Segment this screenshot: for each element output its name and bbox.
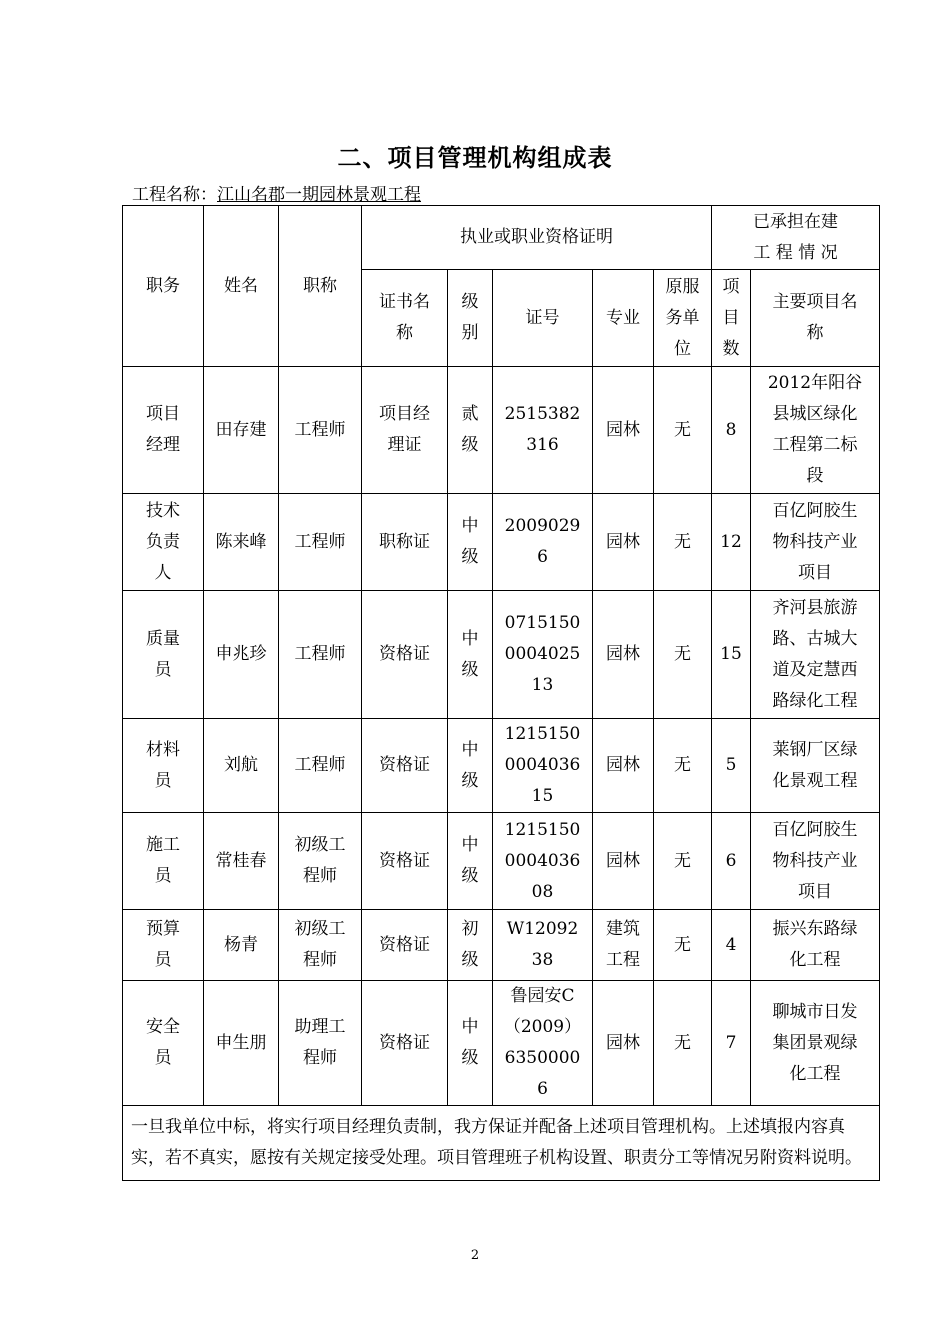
cell-title: 工程师 (279, 367, 362, 494)
cell-title: 工程师 (279, 719, 362, 813)
cell-cert-name: 资格证 (362, 910, 448, 981)
project-line (132, 180, 421, 205)
header-cert-no: 证号 (493, 270, 593, 367)
page-number: 2 (470, 1248, 480, 1263)
cell-level: 中级 (448, 813, 493, 910)
cell-name: 申生朋 (204, 981, 279, 1106)
cell-count: 12 (712, 494, 751, 591)
cell-count: 6 (712, 813, 751, 910)
cell-name: 陈来峰 (204, 494, 279, 591)
cell-cert-name: 资格证 (362, 719, 448, 813)
cell-name: 刘航 (204, 719, 279, 813)
cell-level: 贰级 (448, 367, 493, 494)
cell-title: 工程师 (279, 591, 362, 719)
header-projects-group: 已承担在建 工 程 情 况 (712, 206, 880, 270)
commitment-note: 一旦我单位中标，将实行项目经理负责制，我方保证并配备上述项目管理机构。上述填报内容真实，若不真实，愿按有关规定接受处理。项目管理班子机构设置、职责分工等情况另附资料说明。 (123, 1106, 880, 1181)
cell-main-projects: 莱钢厂区绿化景观工程 (751, 719, 880, 813)
cell-title: 助理工程师 (279, 981, 362, 1106)
cell-major: 园林 (593, 591, 654, 719)
cell-main-projects: 百亿阿胶生物科技产业项目 (751, 494, 880, 591)
cell-position: 预算员 (123, 910, 204, 981)
cell-count: 15 (712, 591, 751, 719)
cell-name: 申兆珍 (204, 591, 279, 719)
cell-cert-no: W1209238 (493, 910, 593, 981)
table-row (123, 367, 880, 494)
cell-title: 初级工程师 (279, 910, 362, 981)
cell-cert-name: 项目经理证 (362, 367, 448, 494)
header-name: 姓名 (204, 206, 279, 367)
cell-former-unit: 无 (654, 367, 712, 494)
cell-cert-name: 职称证 (362, 494, 448, 591)
cell-level: 中级 (448, 591, 493, 719)
cell-level: 初级 (448, 910, 493, 981)
project-name: 江山名郡一期园林景观工程 (217, 185, 421, 205)
cell-former-unit: 无 (654, 813, 712, 910)
header-major: 专业 (593, 270, 654, 367)
table-row (123, 813, 880, 910)
cell-title: 初级工程师 (279, 813, 362, 910)
cell-count: 5 (712, 719, 751, 813)
cell-main-projects: 聊城市日发集团景观绿化工程 (751, 981, 880, 1106)
cell-level: 中级 (448, 981, 493, 1106)
cell-position: 质量员 (123, 591, 204, 719)
header-main-projects: 主要项目名称 (751, 270, 880, 367)
cell-level: 中级 (448, 494, 493, 591)
header-title: 职称 (279, 206, 362, 367)
header-cert-name: 证书名称 (362, 270, 448, 367)
cell-name: 杨青 (204, 910, 279, 981)
table-row (123, 910, 880, 981)
cell-cert-name: 资格证 (362, 981, 448, 1106)
cell-cert-no: 20090296 (493, 494, 593, 591)
organization-table (122, 205, 880, 1181)
cell-name: 常桂春 (204, 813, 279, 910)
project-label: 工程名称： (132, 185, 217, 205)
table-row (123, 494, 880, 591)
cell-cert-name: 资格证 (362, 813, 448, 910)
cell-count: 8 (712, 367, 751, 494)
cell-main-projects: 百亿阿胶生物科技产业项目 (751, 813, 880, 910)
cell-major: 园林 (593, 494, 654, 591)
cell-cert-no: 0715150000402513 (493, 591, 593, 719)
table-row (123, 591, 880, 719)
cell-level: 中级 (448, 719, 493, 813)
header-position: 职务 (123, 206, 204, 367)
header-count: 项目数 (712, 270, 751, 367)
cell-major: 园林 (593, 367, 654, 494)
cell-major: 园林 (593, 981, 654, 1106)
cell-former-unit: 无 (654, 494, 712, 591)
cell-position: 技术负责人 (123, 494, 204, 591)
cell-position: 材料员 (123, 719, 204, 813)
cell-name: 田存建 (204, 367, 279, 494)
cell-cert-no: 1215150000403615 (493, 719, 593, 813)
table-row (123, 719, 880, 813)
cell-main-projects: 2012年阳谷县城区绿化工程第二标段 (751, 367, 880, 494)
cell-cert-no: 2515382316 (493, 367, 593, 494)
note-row (123, 1106, 880, 1181)
table-row (123, 981, 880, 1106)
cell-former-unit: 无 (654, 910, 712, 981)
cell-former-unit: 无 (654, 981, 712, 1106)
header-former-unit: 原服务单位 (654, 270, 712, 367)
cell-cert-no: 鲁园安C（2009）63500006 (493, 981, 593, 1106)
cell-count: 7 (712, 981, 751, 1106)
header-cert-group: 执业或职业资格证明 (362, 206, 712, 270)
cell-former-unit: 无 (654, 719, 712, 813)
cell-title: 工程师 (279, 494, 362, 591)
page-title: 二、项目管理机构组成表 (337, 143, 613, 172)
cell-former-unit: 无 (654, 591, 712, 719)
cell-major: 园林 (593, 813, 654, 910)
cell-position: 施工员 (123, 813, 204, 910)
cell-major: 建筑工程 (593, 910, 654, 981)
cell-main-projects: 振兴东路绿化工程 (751, 910, 880, 981)
cell-position: 项目经理 (123, 367, 204, 494)
cell-position: 安全员 (123, 981, 204, 1106)
cell-major: 园林 (593, 719, 654, 813)
header-level: 级别 (448, 270, 493, 367)
cell-count: 4 (712, 910, 751, 981)
cell-main-projects: 齐河县旅游路、古城大道及定慧西路绿化工程 (751, 591, 880, 719)
cell-cert-name: 资格证 (362, 591, 448, 719)
cell-cert-no: 1215150000403608 (493, 813, 593, 910)
